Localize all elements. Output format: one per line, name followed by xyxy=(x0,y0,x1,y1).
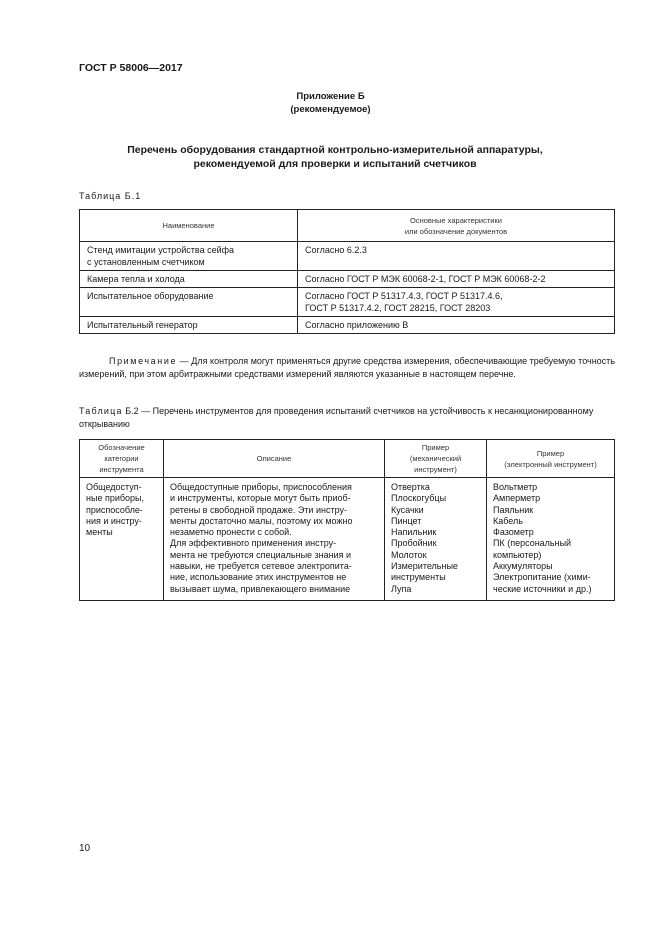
list-item: Вольтметр xyxy=(493,482,538,492)
column-header-description: Описание xyxy=(164,440,385,478)
cell-line: Для эффективного применения инстру- xyxy=(170,538,337,549)
note-text: — Для контроля могут применяться другие средства измерения, обеспечивающие требуемую точность измерений, при этом арбитражными средствами измерений являются указанные в настоящем перечне. xyxy=(79,356,615,379)
cell-line: ретены в свободной продаже. Эти инстру- xyxy=(170,504,347,515)
cell-line: Стенд имитации устройства сейфа xyxy=(87,245,235,255)
list-item: Амперметр xyxy=(493,493,541,504)
list-item: Пробойник xyxy=(391,538,437,549)
header-line: Пример xyxy=(536,448,565,458)
list-item: Напильник xyxy=(391,527,437,538)
table1-note xyxy=(79,355,615,381)
table-header-row xyxy=(80,210,615,242)
cell-mechanical-tools xyxy=(385,478,487,601)
list-item: Плоскогубцы xyxy=(391,493,447,504)
header-line: категории xyxy=(104,454,139,463)
list-item: Аккумуляторы xyxy=(493,561,553,572)
table-row xyxy=(80,317,615,334)
list-item: Измерительные xyxy=(391,561,458,572)
list-item: Молоток xyxy=(391,549,427,560)
column-header-name: Наименование xyxy=(80,210,298,242)
list-item: Фазометр xyxy=(493,527,534,538)
table2-caption-label: Таблица xyxy=(79,406,123,416)
table2-caption-text: Б.2 — Перечень инструментов для проведения испытаний счетчиков на устойчивость к несанкционированному открыванию xyxy=(79,406,594,429)
header-line: инструмента xyxy=(99,465,144,474)
cell-specification xyxy=(298,271,615,288)
cell-line: и инструменты, которые могут быть приоб- xyxy=(170,493,351,504)
table-row xyxy=(80,288,615,317)
cell-name xyxy=(80,288,298,317)
cell-line: ние, использование этих инструментов не xyxy=(170,572,347,583)
cell-line: незаметно пронести с собой. xyxy=(170,527,292,538)
main-title-line-2: рекомендуемой для проверки и испытаний счетчиков xyxy=(193,158,477,170)
list-item: компьютер) xyxy=(493,549,542,560)
cell-line: ния и инстру- xyxy=(86,515,142,526)
table-row xyxy=(80,271,615,288)
list-item: Электропитание (хими- xyxy=(493,572,591,583)
cell-specification xyxy=(298,242,615,271)
list-item: инструменты xyxy=(391,572,446,583)
cell-line: ные приборы, xyxy=(86,493,144,504)
table-row xyxy=(80,242,615,271)
header-line: Основные характеристики xyxy=(410,215,502,225)
cell-line: менты xyxy=(86,527,113,538)
cell-description xyxy=(164,478,385,601)
cell-name xyxy=(80,317,298,334)
header-line: или обозначение документов xyxy=(404,226,508,236)
column-header-electronic-example xyxy=(487,440,615,478)
column-header-category xyxy=(80,440,164,478)
table1-caption: Таблица Б.1 xyxy=(79,191,142,201)
header-line: Обозначение xyxy=(98,443,145,452)
equipment-table xyxy=(79,209,615,334)
cell-line: Камера тепла и холода xyxy=(87,274,185,284)
cell-line: Согласно приложению В xyxy=(305,320,409,330)
header-line: (электронный инструмент) xyxy=(504,459,597,469)
tools-table xyxy=(79,439,615,601)
list-item: Лупа xyxy=(391,583,412,594)
list-item: ческие источники и др.) xyxy=(493,583,592,594)
note-label: Примечание xyxy=(109,356,178,366)
list-item: Паяльник xyxy=(493,504,534,515)
cell-specification xyxy=(298,317,615,334)
cell-line: менты достаточно малы, поэтому их можно xyxy=(170,515,353,526)
cell-line: Согласно ГОСТ Р 51317.4.3, ГОСТ Р 51317.4.6, xyxy=(305,291,503,301)
table-row xyxy=(80,478,615,601)
main-title xyxy=(60,143,610,171)
appendix-title: Приложение Б xyxy=(296,91,365,102)
cell-name xyxy=(80,242,298,271)
main-title-line-1: Перечень оборудования стандартной контрольно-измерительной аппаратуры, xyxy=(127,144,543,156)
column-header-mechanical-example xyxy=(385,440,487,478)
cell-line: Испытательный генератор xyxy=(87,320,198,330)
cell-line: Согласно 6.2.3 xyxy=(305,245,367,255)
page-number: 10 xyxy=(79,843,91,854)
cell-name xyxy=(80,271,298,288)
cell-line: Общедоступ- xyxy=(86,482,142,492)
document-id: ГОСТ Р 58006—2017 xyxy=(79,62,183,74)
cell-line: Общедоступные приборы, приспособления xyxy=(170,482,352,492)
list-item: ПК (персональный xyxy=(493,538,572,549)
list-item: Кабель xyxy=(493,515,523,526)
table2-caption xyxy=(79,405,619,431)
cell-electronic-tools xyxy=(487,478,615,601)
cell-line: с установленным счетчиком xyxy=(87,257,205,267)
cell-line: мента не требуются специальные знания и xyxy=(170,549,352,560)
header-line: Пример xyxy=(421,443,450,452)
cell-line: приспособле- xyxy=(86,504,143,515)
column-header-characteristics xyxy=(298,210,615,242)
cell-line: Испытательное оборудование xyxy=(87,291,214,301)
cell-line: Согласно ГОСТ Р МЭК 60068-2-1, ГОСТ Р МЭК 60068-2-2 xyxy=(305,274,546,284)
cell-specification xyxy=(298,288,615,317)
cell-line: вызывает шума, привлекающего внимание xyxy=(170,583,351,594)
appendix-subtitle: (рекомендуемое) xyxy=(290,104,371,115)
header-line: (механический xyxy=(409,454,462,463)
list-item: Кусачки xyxy=(391,504,424,515)
list-item: Отвертка xyxy=(391,482,430,492)
list-item: Пинцет xyxy=(391,515,422,526)
cell-line: навыки, не требуется сетевое электропита- xyxy=(170,561,352,572)
appendix-heading xyxy=(0,90,661,116)
cell-line: ГОСТ Р 51317.4.2, ГОСТ 28215, ГОСТ 28203 xyxy=(305,303,491,313)
header-line: инструмент) xyxy=(414,465,457,474)
cell-category xyxy=(80,478,164,601)
table-header-row xyxy=(80,440,615,478)
